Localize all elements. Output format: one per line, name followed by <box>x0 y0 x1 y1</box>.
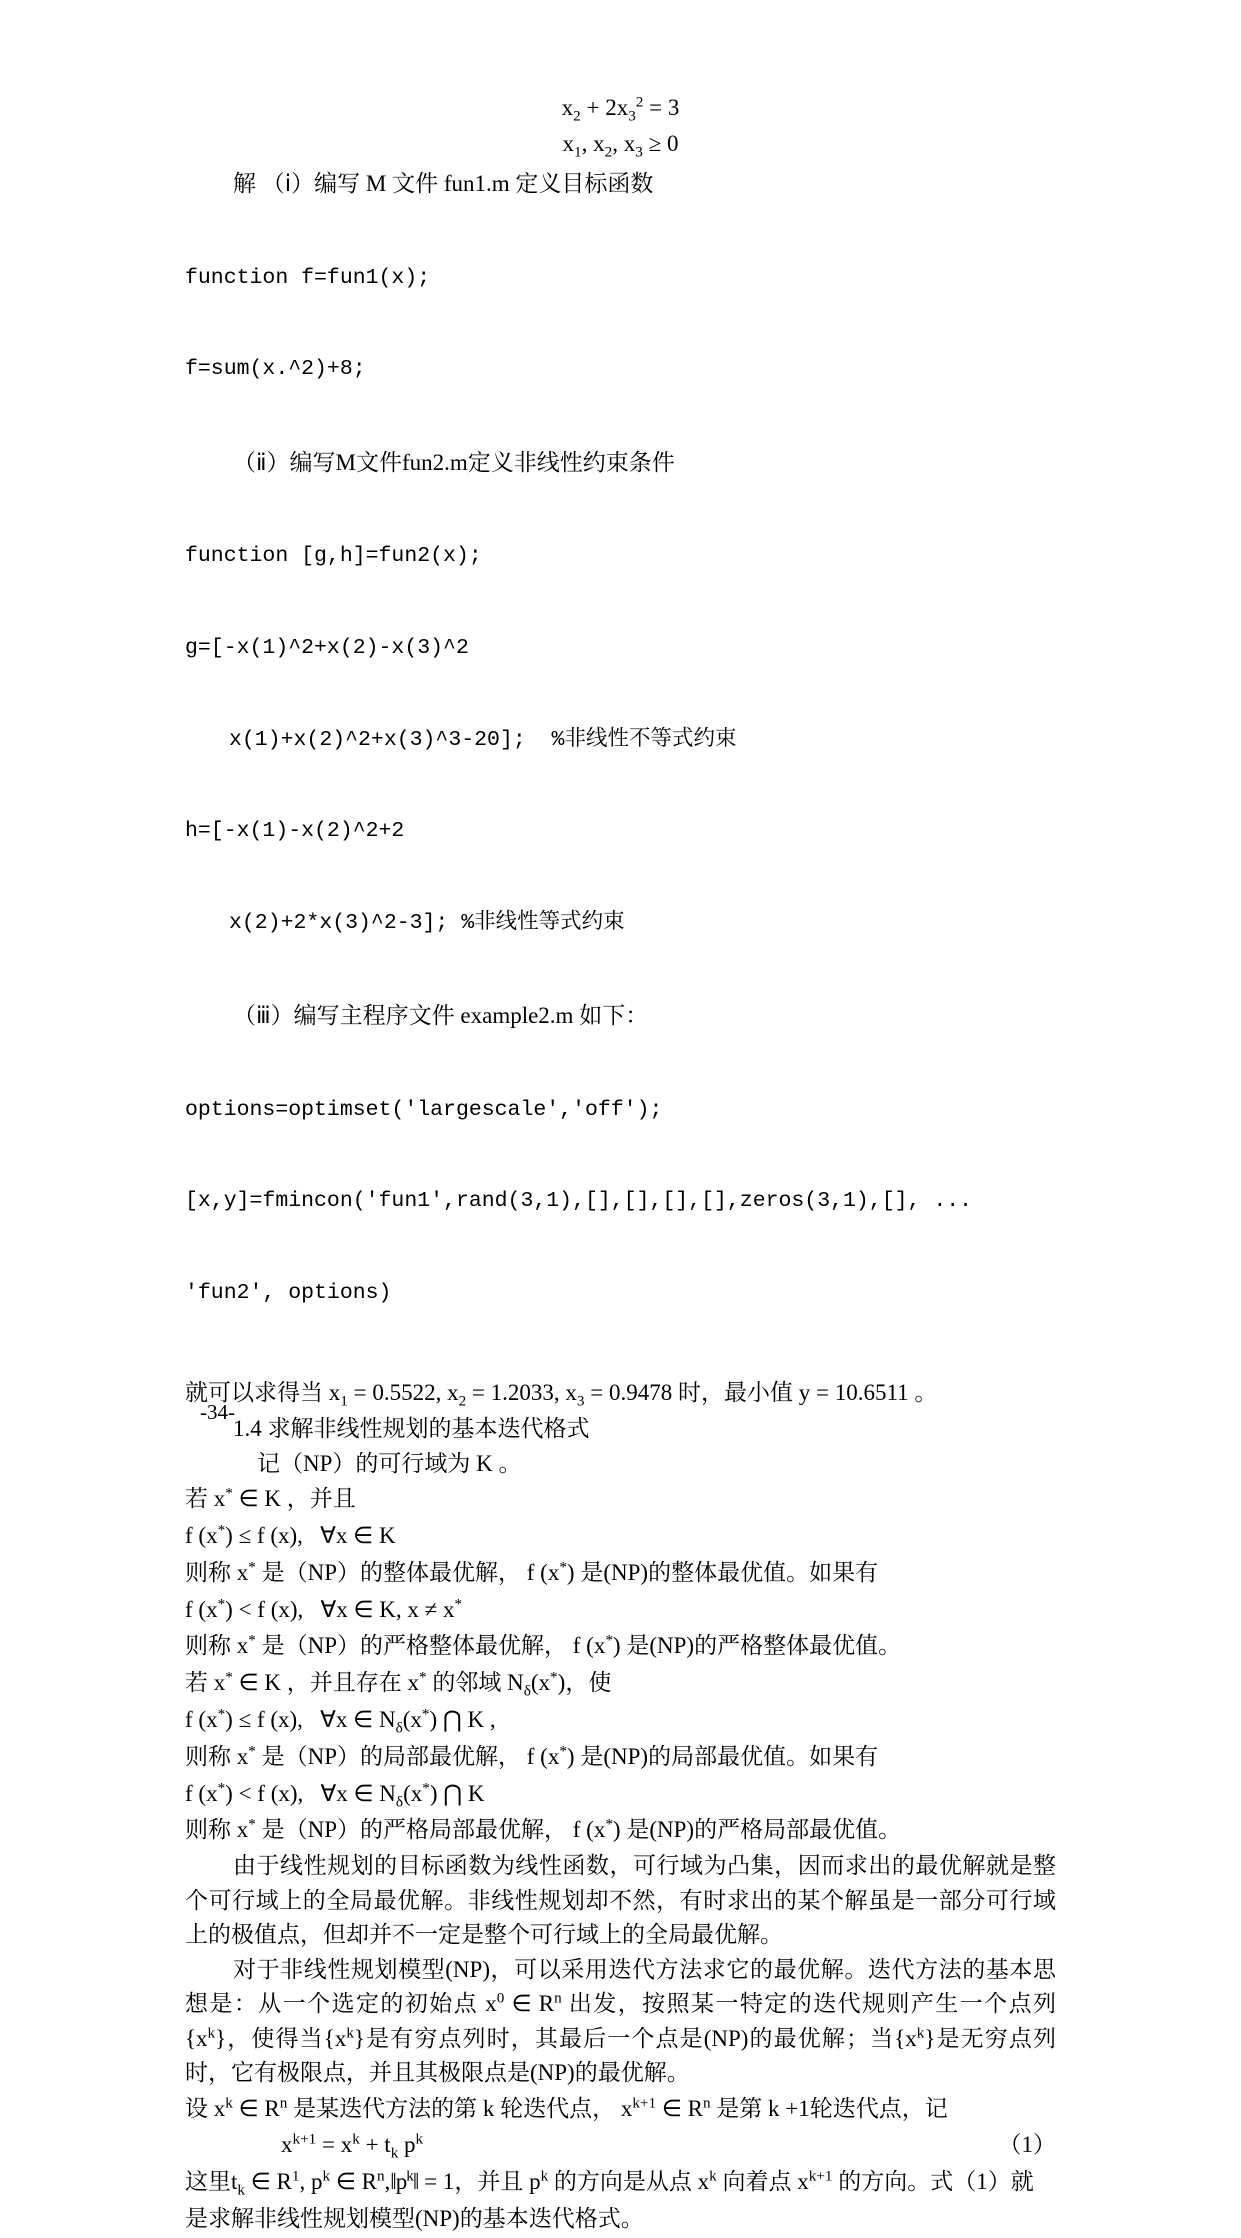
equation-global-le: f (x*) ≤ f (x), ∀x ∈ K <box>185 1521 396 1548</box>
paragraph-iteration-point: 设 $x^k$ ∈ $R^n$ 是某迭代方法的第 k 轮迭代点， $x^{k+1}$ ∈ $R^n$ 是第 k +1轮迭代点，记 <box>185 2093 948 2121</box>
code-line: options=optimset('largescale','off'); <box>185 1097 663 1122</box>
paragraph-if-local: 若 x* ∈ K ，并且存在 x* 的邻域 $N_\delta(x^*)$，使 <box>185 1668 612 1700</box>
equation-global-lt: f (x*) < f (x), ∀x ∈ K, x ≠ x* <box>185 1594 463 1622</box>
paragraph-strict-global-optimum: 则称 x* 是（NP）的严格整体最优解， f (x*) 是(NP)的严格整体最优值。 <box>185 1631 902 1659</box>
equation-local-le: f (x*) ≤ f (x), ∀x ∈ $N_\delta(x^*)$ ⋂ K , <box>185 1705 496 1737</box>
code-line: function f=fun1(x); <box>185 265 431 290</box>
paragraph-strict-local-optimum: 则称 x* 是（NP）的严格局部最优解， f (x*) 是(NP)的严格局部最优值。 <box>185 1815 902 1843</box>
code-block-example2 <box>185 1034 1056 1370</box>
code-line: h=[-x(1)-x(2)^2+2 <box>185 819 405 844</box>
equation-nonneg: $x_1$, $x_2$, $x_3 \ge 0$ <box>562 130 679 161</box>
code-line: x(2)+2*x(3)^2-3]; %非线性等式约束 <box>229 910 625 935</box>
solution-step-ii: （ⅱ）编写M文件fun2.m定义非线性约束条件 <box>233 449 675 475</box>
equation-local-lt: f (x*) < f (x), ∀x ∈ $N_\delta(x^*)$ ⋂ K <box>185 1778 485 1811</box>
code-line: [x,y]=fmincon('fun1',rand(3,1),[],[],[],[],zeros(3,1),[], ... <box>185 1189 973 1214</box>
solution-step-i: 解 （ⅰ）编写 M 文件 fun1.m 定义目标函数 <box>233 171 654 197</box>
code-line: f=sum(x.^2)+8; <box>185 357 366 382</box>
code-line: g=[-x(1)^2+x(2)-x(3)^2 <box>185 635 469 660</box>
paragraph-if-global: 若 x* ∈ K ，并且 <box>185 1484 356 1512</box>
paragraph-lp-vs-nlp: 由于线性规划的目标函数为线性函数，可行域为凸集，因而求出的最优解就是整个可行域上的全局最优解。非线性规划却不然，有时求出的某个解虽是一部分可行域上的极值点，但却并不一定是整个可行域上的全局最优解。 <box>185 1853 1056 1948</box>
equation-top-group <box>185 90 1056 161</box>
paragraph-iteration-idea: 对于非线性规划模型(NP)，可以采用迭代方法求它的最优解。迭代方法的基本思想是：从一个选定的初始点 $x^0$ ∈ $R^n$ 出发，按照某一特定的迭代规则产生一个点列 $\{x^k\}$，使得当$\{x^k\}$是有穷点列时，其最后一个点是(NP)的最优解；当$\{x^k\}$是无穷点列时，它有极限点，并且其极限点是(NP)的最优解。 <box>185 1956 1057 2086</box>
paragraph-feasible-region: 记（NP）的可行域为 K 。 <box>257 1450 522 1476</box>
code-line: function [g,h]=fun2(x); <box>185 544 482 569</box>
equation-iteration: $x^{k+1} = x^k + t_k$ $p^k$ <box>281 2130 424 2162</box>
code-block-fun1 <box>185 202 1056 446</box>
solution-step-iii: （ⅲ）编写主程序文件 example2.m 如下： <box>233 1003 649 1029</box>
equation-x2-2x3: $x_2 + 2x_3^2 = 3$ <box>561 93 680 125</box>
equation-number: （1） <box>998 2132 1056 2158</box>
paragraph-local-optimum: 则称 x* 是（NP）的局部最优解， f (x*) 是(NP)的局部最优值。如果有 <box>185 1742 879 1769</box>
page-number: -34- <box>200 1400 235 1424</box>
paragraph-iteration-direction: 这里$t_k$ ∈ $R^1$, $p^k$ ∈ $R^n,‖p^k‖ = 1$，并且 $p^k$ 的方向是从点 $x^k$ 向着点 $x^{k+1}$ 的方向。式（1）就是求解非线性规划模型(NP)的基本迭代格式。 <box>185 2167 1034 2231</box>
section-heading-1-4: 1.4 求解非线性规划的基本迭代格式 <box>233 1416 590 1442</box>
code-line: x(1)+x(2)^2+x(3)^3-20]; %非线性不等式约束 <box>229 727 737 752</box>
code-block-fun2 <box>185 480 1056 999</box>
equation-iteration-row <box>185 2127 1056 2164</box>
result-line: 就可以求得当 $x_1 = 0.5522$, $x_2 = 1.2033$, $x_3 = 0.9478$ 时，最小值 y = 10.6511 。 <box>185 1380 938 1410</box>
paragraph-global-optimum: 则称 x* 是（NP）的整体最优解， f (x*) 是(NP)的整体最优值。如果有 <box>185 1558 879 1585</box>
code-line: 'fun2', options) <box>185 1280 392 1305</box>
